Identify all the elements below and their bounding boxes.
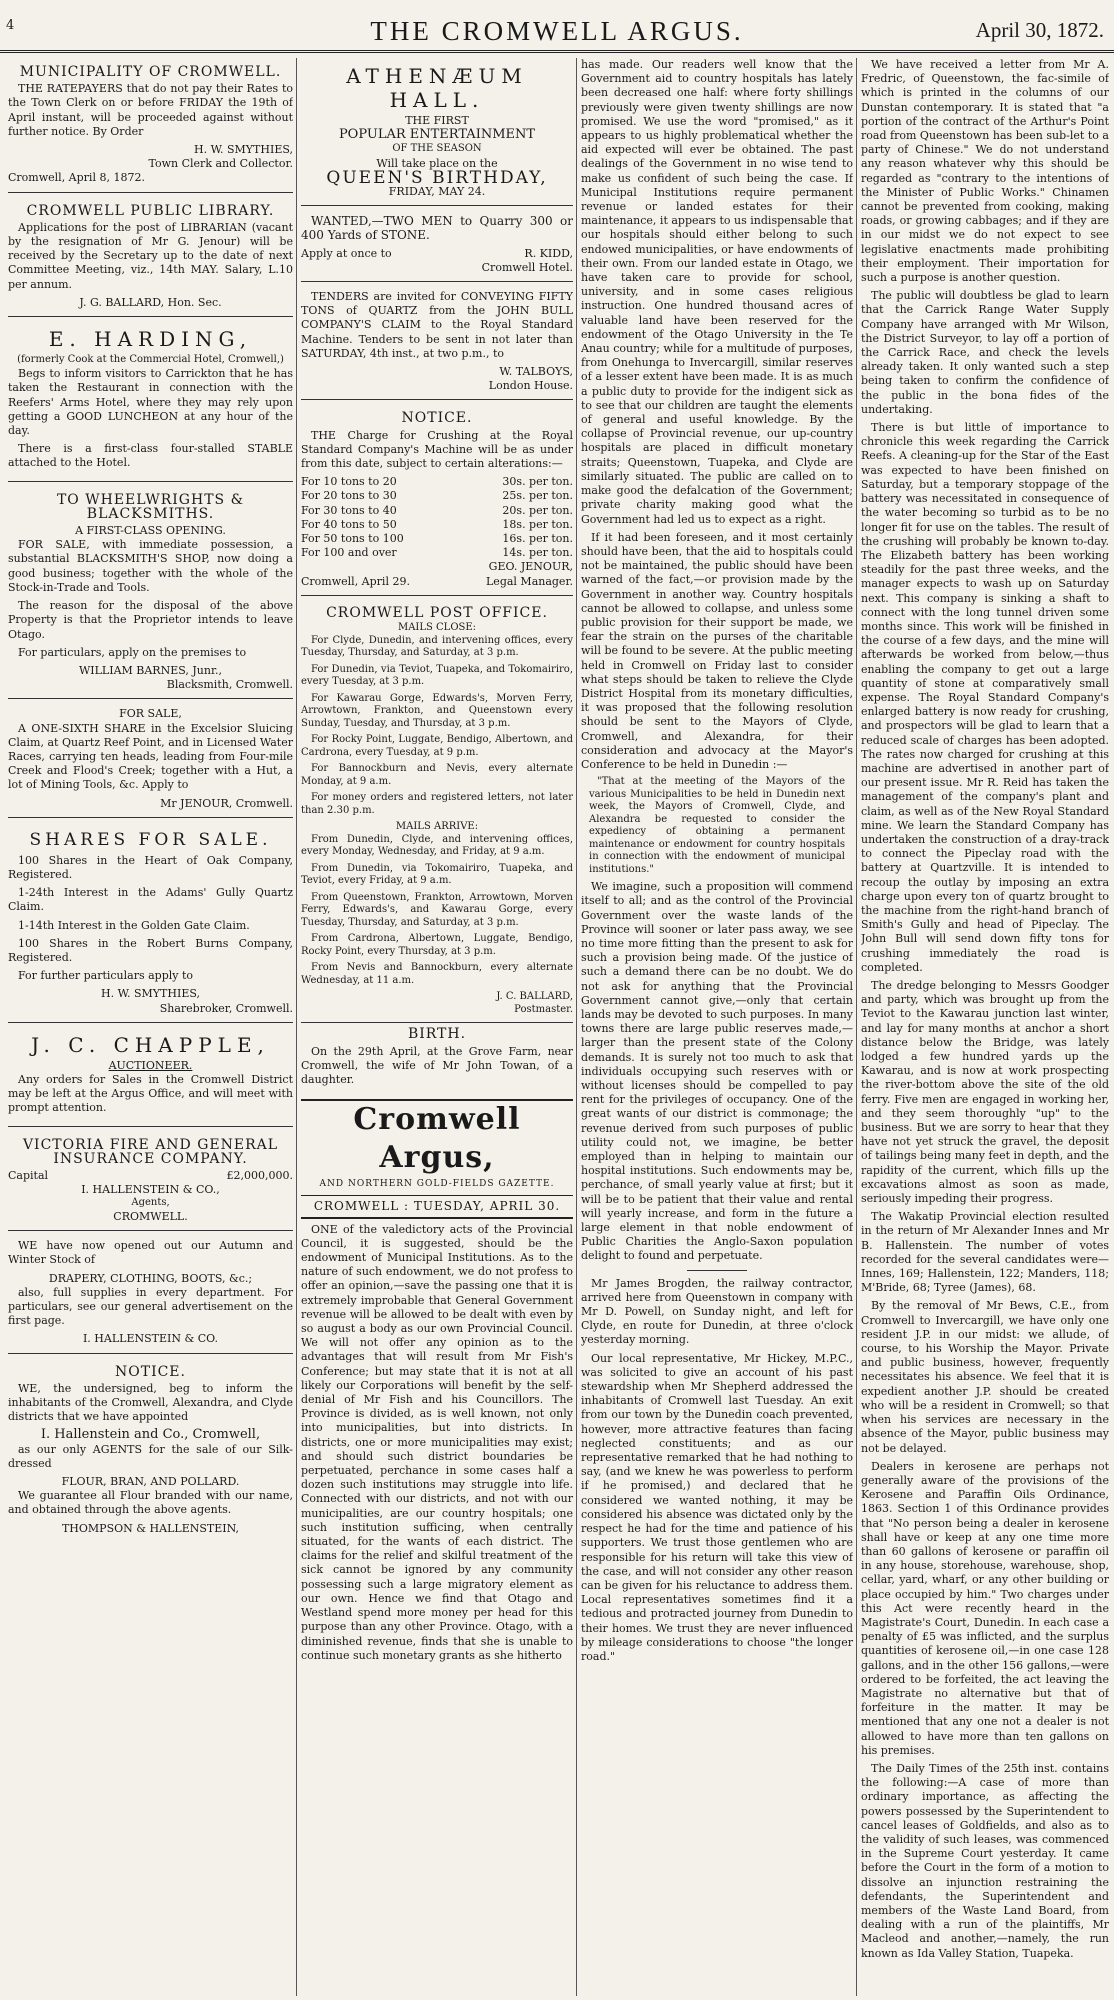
ad-signature-title: Town Clerk and Collector. <box>148 157 293 171</box>
ad-line: FRIDAY, MAY 24. <box>388 185 486 199</box>
rate-label: For 10 tons to 20 <box>301 475 397 489</box>
ad-body: On the 29th April, at the Grove Farm, near Cromwell, the wife of Mr John Towan, of a daughter. <box>301 1044 573 1086</box>
ad-heading: J. C. CHAPPLE, <box>31 1032 270 1057</box>
list-item: 100 Shares in the Robert Burns Company, Registered. <box>8 936 293 964</box>
ad-library <box>8 197 293 317</box>
ad-signature: R. KIDD, <box>524 246 573 260</box>
ad-body: FOR SALE, with immediate possession, a substantial BLACKSMITH'S SHOP, now doing a good business; together with the whole of the Stock-in-Trade and Tools. <box>8 538 293 594</box>
news-paragraph: The dredge belonging to Messrs Goodger and party, which was brought up from the Teviot to the Kawarau junction last winter, and lay for many months at anchor a short distance below the Bridge, was lately lodged a few hundred yards up the Kawarau, and is now at work prospecting the river-bottom above the site of the old ferry. Five men are engaged in working her, and they seem thoroughly "up" to the business. But we are sorry to hear that they have not yet struck the gravel, the deposit of tailings being many feet in depth, and the rapidity of the current, which fills up the excavations almost as soon as made, seriously impeding their progress. <box>861 979 1109 1206</box>
ad-body: For further particulars apply to <box>18 969 194 983</box>
editorial-dateline: CROMWELL : TUESDAY, APRIL 30. <box>301 1196 573 1218</box>
ad-signature: THOMPSON & HALLENSTEIN, <box>61 1521 240 1535</box>
news-paragraph: Our local representative, Mr Hickey, M.P.C., was solicited to give an account of his past stewardship when Mr Shepherd addressed the inhabitants of Cromwell last Tuesday. An exit from our town by the Dunedin coach prevented, however, more attractive features than facing neglected constituents; and as our representative remarked that he had nothing to say, (and we knew he was powerless to perform if he promised,) and declared that he considered we wanted nothing, it may be considered his absence was dictated only by the respect he had for the time and patience of his supporters. We trust those gentlemen who are responsible for his return will take this view of the case, and will not consider any other reason can be given for his reluctance to address them. Local representatives sometimes find it a tedious and protracted journey from Dunedin to their homes. We trust they are never influenced by mileage considerations to choose "the longer road." <box>581 1351 853 1663</box>
rate-row <box>301 504 573 518</box>
ad-heading: FOR SALE, <box>119 707 182 721</box>
rate-row <box>301 475 573 489</box>
list-item: From Queenstown, Frankton, Arrowtown, Morven Ferry, Edwards's, and Kawarau Gorge, every Tuesday, Thursday, and Saturday, at 3 p.m. <box>301 891 573 928</box>
list-item: 1-14th Interest in the Golden Gate Claim. <box>18 918 250 932</box>
ad-signature-title: London House. <box>488 379 573 393</box>
ad-signature-title: Legal Manager. <box>486 574 573 588</box>
rate-price: 20s. per ton. <box>502 503 573 517</box>
ad-for-sale <box>8 703 293 817</box>
ad-date: Cromwell, April 29. <box>301 574 410 588</box>
ad-heading: MUNICIPALITY OF CROMWELL. <box>19 64 282 80</box>
ad-heading: NOTICE. <box>401 410 473 427</box>
news-paragraph: The public will doubtless be glad to learn that the Carrick Range Water Supply Company have arranged with Mr Wilson, the District Surveyor, to lay off a portion of the Carrick Race, and check the levels already taken. It only wanted such a step being taken to confirm the confidence of the public in the bona fides of the undertaking. <box>861 289 1109 416</box>
ad-date-row <box>301 575 573 589</box>
list-item: For Clyde, Dunedin, and intervening offices, every Tuesday, Thursday, and Saturday, at 3 p.m. <box>301 634 573 659</box>
ad-goods: FLOUR, BRAN, AND POLLARD. <box>61 1474 240 1488</box>
ad-wheelwrights <box>8 486 293 700</box>
news-paragraph: Mr James Brogden, the railway contractor, arrived here from Queenstown in company with Mr D. Powell, on Sunday night, and left for Clyde, en route for Dunedin, at three o'clock yesterday morning. <box>581 1276 853 1347</box>
rate-label: For 100 and over <box>301 546 397 560</box>
ad-body: WE, the undersigned, beg to inform the inhabitants of the Cromwell, Alexandra, and Clyde districts that we have appointed <box>8 1381 293 1424</box>
ad-signature: GEO. JENOUR, <box>488 560 573 574</box>
page-number: 4 <box>6 18 15 33</box>
rate-label: For 30 tons to 40 <box>301 503 397 517</box>
column-4 <box>861 58 1109 1996</box>
list-item: For money orders and registered letters, not later than 2.30 p.m. <box>301 792 573 816</box>
list-item: For Dunedin, via Teviot, Tuapeka, and Tokomairiro, every Tuesday, at 3 p.m. <box>301 663 573 688</box>
rate-label: For 20 tons to 30 <box>301 489 397 503</box>
rate-row <box>301 532 573 546</box>
ad-subheading: A FIRST-CLASS OPENING. <box>75 524 226 538</box>
ad-athenaeum <box>301 58 573 206</box>
ad-post-office <box>301 600 573 1024</box>
ad-firm: I. Hallenstein and Co., Cromwell, <box>40 1427 261 1443</box>
list-item: From Dunedin, via Tokomairiro, Tuapeka, and Teviot, every Friday, at 9 a.m. <box>301 862 573 887</box>
ad-body: TENDERS are invited for CONVEYING FIFTY TONS of QUARTZ from the JOHN BULL COMPANY'S CLAIM to the Royal Standard Machine. Tenders to be sent in not later than SATURDAY, 4th inst., at two p.m., to <box>301 290 573 360</box>
ad-agents-label: Agents, <box>131 1197 170 1209</box>
ad-signature-title: Postmaster. <box>514 1003 573 1015</box>
editorial-paragraph: We imagine, such a proposition will commend itself to all; and as the control of the Provincial Government over the waste lands of the Province will sooner or later pass away, we see no time more fitting than the present to ask for such a provision being made. Of the justice of such a demand there can be no doubt. We do not ask for anything that the Provincial Government cannot give,—only that certain lands may be devoted to such purposes. In many towns there are large public reserves made,—larger than the present state of the Colony demands. It is surely not too much to ask that individuals occupying such reserves with or without licenses should be compelled to pay rent for the privileges of occupancy. One of the great wants of our district is commonage; the revenue derived from such purposes of public utility could not, we imagine, be better employed than in helping to maintain our hospital institutions. Such endowments may be, perchance, of small yearly value at first; but it will be to be patient that their value and rental will yearly increase, and form in the future a large element in that noble endowment of Public Charities the Anglo-Saxon population delight to found and perpetuate. <box>581 880 853 1263</box>
ad-heading: E. HARDING, <box>48 327 253 352</box>
ad-heading: TO WHEELWRIGHTS & BLACKSMITHS. <box>56 491 245 522</box>
ad-subheading: AUCTIONEER. <box>108 1058 193 1072</box>
ad-signature: J. C. BALLARD, <box>496 991 573 1003</box>
rate-price: 14s. per ton. <box>502 546 573 560</box>
ad-date: Cromwell, April 8, 1872. <box>8 171 145 185</box>
ad-heading: VICTORIA FIRE AND GENERAL INSURANCE COMPANY. <box>22 1136 279 1167</box>
ad-body: WANTED,—TWO MEN to Quarry 300 or 400 Yards of STONE. <box>301 214 573 243</box>
ad-signature-title: Blacksmith, Cromwell. <box>166 678 293 692</box>
ad-body: We guarantee all Flour branded with our name, and obtained through the above agents. <box>8 1489 293 1517</box>
editorial-paragraph: ONE of the valedictory acts of the Provincial Council, it is suggested, should be the endowment of Municipal Institutions. As to the nature of such endowment, we do not profess to offer an opinion,—save the passing one that it is extremely improbable that General Government revenue will be allowed to be dealt with even by so august a body as our own Provincial Council. We will not offer any opinion as to the advantages that will result from Mr Fish's Conference; but may state that it is not at all likely our Corporations will benefit by the self-denial of Mr Fish and his Councillors. The Province is divided, as is well known, not only into municipalities, but into districts. In districts, one or more municipalities may exist; and should such district boundaries be perpetuated, perchance in some cases half a dozen such institutions may struggle into life. Connected with our districts, and not with our municipalities, are our country hospitals; one such institution sufficing, when centrally situated, for the wants of each district. The claims for the relief and skilful treatment of the sick cannot be ignored by any community possessing such a large migratory element as our own. Hence we find that Otago and Westland spend more money per head for this purpose than any other Province. Otago, with a diminished revenue, finds that she is unable to continue such monetary grants as she hitherto <box>301 1222 573 1662</box>
ad-harding <box>8 321 293 482</box>
rate-label: For 40 tons to 50 <box>301 517 397 531</box>
ad-signature-title: Cromwell Hotel. <box>481 260 573 274</box>
newspaper-title: THE CROMWELL ARGUS. <box>370 16 744 46</box>
ad-signature: W. TALBOYS, <box>499 365 573 379</box>
nameplate-title: Cromwell Argus, <box>301 1099 573 1177</box>
ad-signature: H. W. SMYTHIES, <box>194 143 293 157</box>
ad-agent: I. HALLENSTEIN & CO., <box>81 1183 220 1197</box>
list-item: From Cardrona, Albertown, Luggate, Bendigo, Rocky Point, every Thursday, at 3 p.m. <box>301 933 573 957</box>
list-item: 1-24th Interest in the Adams' Gully Quartz Claim. <box>8 886 293 914</box>
news-paragraph: Dealers in kerosene are perhaps not generally aware of the provisions of the Kerosene and Paraffin Oils Ordinance, 1863. Section 1 of this Ordinance provides that "No person being a dealer in kerosene shall have or keep at any one time more than 60 gallons of kerosene or paraffin oil in any house, storehouse, warehouse, shop, cellar, yard, wharf, or any other building or place occupied by him." Two charges under this Act were recently heard in the Magistrate's Court, Dunedin. In each case a penalty of £5 was inflicted, and the surplus quantities of kerosene oil,—in one case 128 gallons, and in the other 156 gallons,—were ordered to be forfeited, the act leaving the Magistrate no alternative but that of forfeiture in the matter. It may be mentioned that any one not a dealer is not allowed to have more than ten gallons on his premises. <box>861 1459 1109 1757</box>
ad-heading: NOTICE. <box>115 1363 186 1380</box>
ad-items: DRAPERY, CLOTHING, BOOTS, &c.; <box>48 1271 253 1285</box>
ad-subheading: (formerly Cook at the Commercial Hotel, Cromwell,) <box>17 354 284 366</box>
ad-heading: SHARES FOR SALE. <box>29 829 272 850</box>
column-rule <box>576 58 577 1996</box>
ad-body: THE RATEPAYERS that do not pay their Rates to the Town Clerk on or before FRIDAY the 19th of April instant, will be proceeded against without further notice. By Order <box>8 82 293 138</box>
rate-label: For 50 tons to 100 <box>301 532 404 546</box>
nameplate-subtitle: AND NORTHERN GOLD-FIELDS GAZETTE. <box>301 1177 573 1196</box>
ad-body: THE Charge for Crushing at the Royal Standard Company's Machine will be as under from this date, subject to certain alterations:— <box>301 428 573 471</box>
rate-list <box>301 475 573 560</box>
rate-row <box>301 518 573 532</box>
news-paragraph: There is but little of importance to chronicle this week regarding the Carrick Reefs. A cleaning-up for the Star of the East was expected to have been finished on Saturday, but a temporary stoppage of the battery was necessitated in consequence of the water becoming so turbid as to be no longer fit for use on the tables. The result of the crushing will probably be known to-day. The Elizabeth battery has been working steadily for the past three weeks, and the manager expects to wash up on Saturday next. This company is sinking a shaft to connect with the long tunnel driven some months since. This work will be finished in the course of a few days, and the mine will afterwards be worked from below,—thus enabling the company to get out a large quantity of stone at comparatively small expense. The Royal Standard Company's enlarged battery is now ready for crushing, and prospectors will be glad to learn that a reduced scale of charges has been adopted. The rates now charged for crushing at this machine are advertised in another part of our present issue. Mr R. Reid has taken the management of the company's plant and claim, as well as of the New Royal Standard mine. We learn the Standard Company has undertaken the construction of a dray-track to connect the Pipeclay road with the battery at Quartzville. It is intended to recoup the outlay by imposing an extra charge upon every ton of quartz brought to the machine from the right-hand branch of Smith's Gully and head of Pipeclay. The John Bull will send down fifty tons for crushing immediately the road is completed. <box>861 421 1109 974</box>
ad-body: Begs to inform visitors to Carrickton that he has taken the Restaurant in connection with the Reefers' Arms Hotel, where they may rely upon getting a GOOD LUNCHEON at any hour of the day. <box>8 367 293 438</box>
ad-signature: H. W. SMYTHIES, <box>101 987 200 1001</box>
column-3 <box>581 58 853 1996</box>
ad-signature: Mr JENOUR, Cromwell. <box>160 796 293 810</box>
ad-line: POPULAR ENTERTAINMENT <box>338 127 536 143</box>
masthead <box>0 0 1114 53</box>
ad-heading: CROMWELL POST OFFICE. <box>326 604 548 621</box>
ad-heading: BIRTH. <box>407 1026 467 1043</box>
ad-chapple <box>8 1027 293 1127</box>
capital-label: Capital <box>8 1168 49 1182</box>
news-paragraph: By the removal of Mr Bews, C.E., from Cromwell to Invercargill, we have only one resident J.P. in our midst: we allude, of course, to his Worship the Mayor. Private and public business, however, frequently necessitates his absence. We feel that it is expedient another J.P. should be created who will be a resident in Cromwell; so that when his services are necessary in the absence of the Mayor, public business may not be delayed. <box>861 1299 1109 1455</box>
rate-price: 18s. per ton. <box>502 517 573 531</box>
ad-apply: Apply at once to <box>301 246 392 260</box>
ad-line: THE FIRST <box>405 114 469 127</box>
ad-body: For particulars, apply on the premises to <box>18 645 247 659</box>
list-item: From Nevis and Bannockburn, every alternate Wednesday, at 11 a.m. <box>301 962 573 986</box>
list-item: For Bannockburn and Nevis, every alternate Monday, at 9 a.m. <box>301 763 573 787</box>
ad-signature: I. HALLENSTEIN & CO. <box>82 1332 219 1346</box>
ad-victoria-insurance <box>8 1131 293 1232</box>
rate-price: 16s. per ton. <box>502 532 573 546</box>
ad-body: Applications for the post of LIBRARIAN (vacant by the resignation of Mr G. Jenour) will be received by the Secretary up to the date of next Committee Meeting, viz., 14th MAY. Salary, L.10 per annum. <box>8 220 293 291</box>
news-paragraph: The Daily Times of the 25th inst. contains the following:—A case of more than ordinary importance, as affecting the powers possessed by the Superintendent to cancel leases of Goldfields, and also as to the validity of such leases, was commenced in the Supreme Court yesterday. It came before the Court in the form of a motion to dissolve an injunction restraining the defendants, the Superintendent and members of the Waste Land Board, from dealing with a run of the plaintiffs, Mr Macleod and another,—namely, the run known as Ida Valley Station, Tuapeka. <box>861 1761 1109 1960</box>
ad-body: WE have now opened out our Autumn and Winter Stock of <box>8 1239 293 1267</box>
column-rule <box>856 58 857 1996</box>
mails-close-label: MAILS CLOSE: <box>397 622 477 634</box>
capital-value: £2,000,000. <box>226 1168 293 1182</box>
issue-date: April 30, 1872. <box>975 18 1104 42</box>
ad-place: CROMWELL. <box>113 1209 188 1223</box>
news-paragraph: The Wakatip Provincial election resulted in the return of Mr Alexander Innes and Mr B. Hallenstein. The number of votes recorded for the several candidates were—Innes, 169; Hallenstein, 122; Manders, 118; M'Bride, 68; Tyree (James), 68. <box>861 1210 1109 1295</box>
ad-tenders <box>301 286 573 400</box>
list-item: 100 Shares in the Heart of Oak Company, Registered. <box>8 853 293 881</box>
ad-wanted <box>301 210 573 282</box>
ad-body: as our only AGENTS for the sale of our Silk-dressed <box>8 1442 293 1470</box>
rate-row <box>301 546 573 560</box>
column-2 <box>301 58 573 1996</box>
ad-notice-flour <box>8 1358 293 1542</box>
ad-line: OF THE SEASON <box>392 143 482 155</box>
editorial-paragraph: has made. Our readers well know that the Government aid to country hospitals has lately been decreased one half: where forty shillings previously were given twenty shillings are now promised. We use the word "promised," as it appears to us highly problematical whether the aid expected will ever be obtained. The past dealings of the Government in no wise tend to make us confident of such being the case. If Municipal Institutions require permanent revenue or landed estates for their maintenance, it appears to us indispensable that our hospitals should either belong to such endowed municipalities, or have endowments of their own. From our landed estate in Otago, we have taken care to provide for school, university, and in some cases religious instruction. One hundred thousand acres of valuable land have been reserved for the endowment of the Otago University in the Te Anau country; while for a multitude of purposes, from Onehunga to Invercargill, similar reserves of a lesser extent have been made. It is as much a public duty to provide for the indigent sick as to see that our children are taught the elements of general and useful knowledge. By the collapse of Provincial revenue, our up-country hospitals are placed in difficult monetary straits; Queenstown, Tuapeka, and Clyde are similarly situated. The public are called on to make good the defalcation of the Government; private charity making good what the Government had led us to expect as a right. <box>581 58 853 526</box>
ad-notice-crushing <box>301 404 573 595</box>
ad-signature: J. G. BALLARD, Hon. Sec. <box>79 295 222 309</box>
news-paragraph: We have received a letter from Mr A. Fredric, of Queenstown, the fac-simile of which is printed in the columns of our Dunstan contemporary. It is stated that "a portion of the contract of the Arthur's Point road from Queenstown has been sub-let to a party of Chinese." We do not understand any reason whatever why this should be regarded as "contrary to the intentions of the Minister of Public Works." Chinamen cannot be prevented from cooking, making roads, or growing cabbages; and if they are in our midst we do not expect to see legislative enactments made prohibiting their employment. Their importation for such a purpose is another question. <box>861 58 1109 285</box>
ad-line: QUEEN'S BIRTHDAY, <box>326 167 548 188</box>
list-item: For Kawarau Gorge, Edwards's, Morven Ferry, Arrowtown, Frankton, and Queenstown every Sunday, Tuesday, and Thursday, at 3 p.m. <box>301 692 573 729</box>
rate-price: 25s. per ton. <box>502 489 573 503</box>
ad-heading: ATHENÆUM HALL. <box>346 64 528 112</box>
birth-notice <box>301 1027 573 1095</box>
ad-body: There is a first-class four-stalled STABLE attached to the Hotel. <box>8 442 293 470</box>
capital-row <box>8 1169 293 1183</box>
ad-line: Will take place on the <box>376 156 498 170</box>
divider <box>687 1270 747 1271</box>
ad-heading: CROMWELL PUBLIC LIBRARY. <box>26 202 275 219</box>
column-rule <box>296 58 297 1996</box>
ad-drapery <box>8 1235 293 1353</box>
ad-body: A ONE-SIXTH SHARE in the Excelsior Sluicing Claim, at Quartz Reef Point, and in Licensed Water Races, carrying ten heads, leading from Four-mile Creek and Flood's Creek; together with a Hut, a lot of Mining Tools, &c. Apply to <box>8 721 293 792</box>
ad-municipality <box>8 58 293 193</box>
mails-arrive-label: MAILS ARRIVE: <box>395 821 479 833</box>
resolution-quote: "That at the meeting of the Mayors of the various Municipalities to be held in Dunedin next week, the Mayors of Cromwell, Clyde, and Alexandra be requested to consider the expediency of obtaining a permanent maintenance or endowment for country hospitals in connection with the endowment of municipal institutions." <box>589 776 845 875</box>
editorial-paragraph: If it had been foreseen, and it most certainly should have been, that the aid to hospitals could not be maintained, the public should have been warned of the fact,—or provision made by the Government in another way. Country hospitals cannot be allowed to collapse, and unless some public provision for their support be made, we fear the strain on the purses of the charitable will be found to be severe. At the public meeting held in Cromwell on Friday last to consider what steps should be taken to relieve the Clyde District Hospital from its monetary difficulties, it was proposed that the following resolution should be sent to the Mayors of Clyde, Cromwell, and Alexandra, for their consideration and advocacy at the Mayor's Conference to be held in Dunedin :— <box>581 530 853 771</box>
column-1 <box>8 58 293 1996</box>
ad-body: also, full supplies in every department. For particulars, see our general advertisement on the first page. <box>8 1285 293 1328</box>
ad-signature-title: Sharebroker, Cromwell. <box>159 1001 293 1015</box>
ad-signature: WILLIAM BARNES, Junr., <box>78 663 223 677</box>
rate-row <box>301 489 573 503</box>
list-item: From Dunedin, Clyde, and intervening offices, every Monday, Wednesday, and Friday, at 9 a.m. <box>301 833 573 858</box>
ad-body: The reason for the disposal of the above Property is that the Proprietor intends to leave Otago. <box>8 599 293 641</box>
list-item: For Rocky Point, Luggate, Bendigo, Albertown, and Cardrona, every Tuesday, at 9 p.m. <box>301 734 573 758</box>
rate-price: 30s. per ton. <box>502 475 573 489</box>
ad-shares <box>8 822 293 1023</box>
ad-body: Any orders for Sales in the Cromwell District may be left at the Argus Office, and will meet with prompt attention. <box>8 1072 293 1115</box>
ad-apply-row <box>301 247 573 261</box>
